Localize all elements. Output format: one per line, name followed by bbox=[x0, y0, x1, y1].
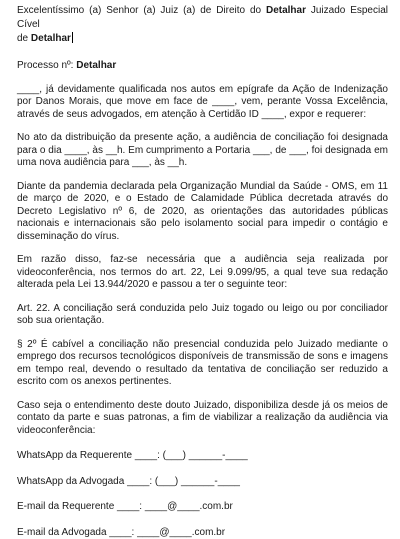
text-cursor bbox=[72, 32, 73, 43]
contact-whatsapp-requerente: WhatsApp da Requerente ____: (___) ______-____ bbox=[17, 450, 388, 463]
addressee-line-1 bbox=[17, 4, 388, 32]
process-value: Detalhar bbox=[76, 60, 116, 71]
paragraph-contacts-intro: Caso seja o entendimento deste douto Juizado, disponibiliza desde já os meios de contato da parte e suas patronas, a fim de viabilizar a realização da audiência via videoconferência: bbox=[17, 400, 388, 438]
paragraph-pandemic: Diante da pandemia declarada pela Organização Mundial da Saúde - OMS, em 11 de março de 2020, e o Estado de Calamidade Pública decretada através do Decreto Legislativo nº 6, de 2020, as orientações das autoridades públicas nacionais e internacionais são pelo isolamento social para impedir o contágio e disseminação do vírus. bbox=[17, 181, 388, 244]
district-placeholder: Detalhar bbox=[31, 33, 71, 44]
process-number bbox=[17, 60, 388, 73]
addressee-text: Excelentíssimo (a) Senhor (a) Juiz (a) de Direito do bbox=[17, 5, 266, 16]
contact-email-advogada: E-mail da Advogada ____: ____@____.com.br bbox=[17, 527, 388, 539]
addressee-header bbox=[17, 4, 388, 46]
paragraph-hearing-dates: No ato da distribuição da presente ação, a audiência de conciliação foi designada para o dia ____, às __h. Em cumprimento a Portaria ___, de ___, foi designada em uma nova audiência para ___, às __h. bbox=[17, 132, 388, 170]
court-placeholder: Detalhar bbox=[266, 5, 306, 16]
contact-whatsapp-advogada: WhatsApp da Advogada ____: (___) ______-____ bbox=[17, 476, 388, 489]
paragraph-intro: ____, já devidamente qualificada nos autos em epígrafe da Ação de Indenização por Danos Morais, que move em face de ____, vem, perante Vossa Excelência, através de seus advogados, em atenção à Certidão ID ____, expor e requerer: bbox=[17, 84, 388, 122]
contact-email-requerente: E-mail da Requerente ____: ____@____.com.br bbox=[17, 501, 388, 514]
paragraph-section-2: § 2º É cabível a conciliação não presencial conduzida pelo Juizado mediante o emprego dos recursos tecnológicos disponíveis de transmissão de sons e imagens em tempo real, devendo o resultado da tentativa de conciliação ser reduzido a escrito com os anexos pertinentes. bbox=[17, 339, 388, 389]
addressee-line-2 bbox=[17, 32, 388, 46]
process-label: Processo nº: bbox=[17, 60, 76, 71]
addressee-prefix: de bbox=[17, 33, 31, 44]
paragraph-art-22: Art. 22. A conciliação será conduzida pelo Juiz togado ou leigo ou por conciliador sob sua orientação. bbox=[17, 303, 388, 328]
paragraph-videoconference: Em razão disso, faz-se necessária que a audiência seja realizada por videoconferência, nos termos do art. 22, Lei 9.099/95, a qual teve sua redação alterada pela Lei 13.944/2020 e passou a ter o seguinte teor: bbox=[17, 254, 388, 292]
court-type-text: Juizado Especial Cível bbox=[17, 5, 388, 30]
